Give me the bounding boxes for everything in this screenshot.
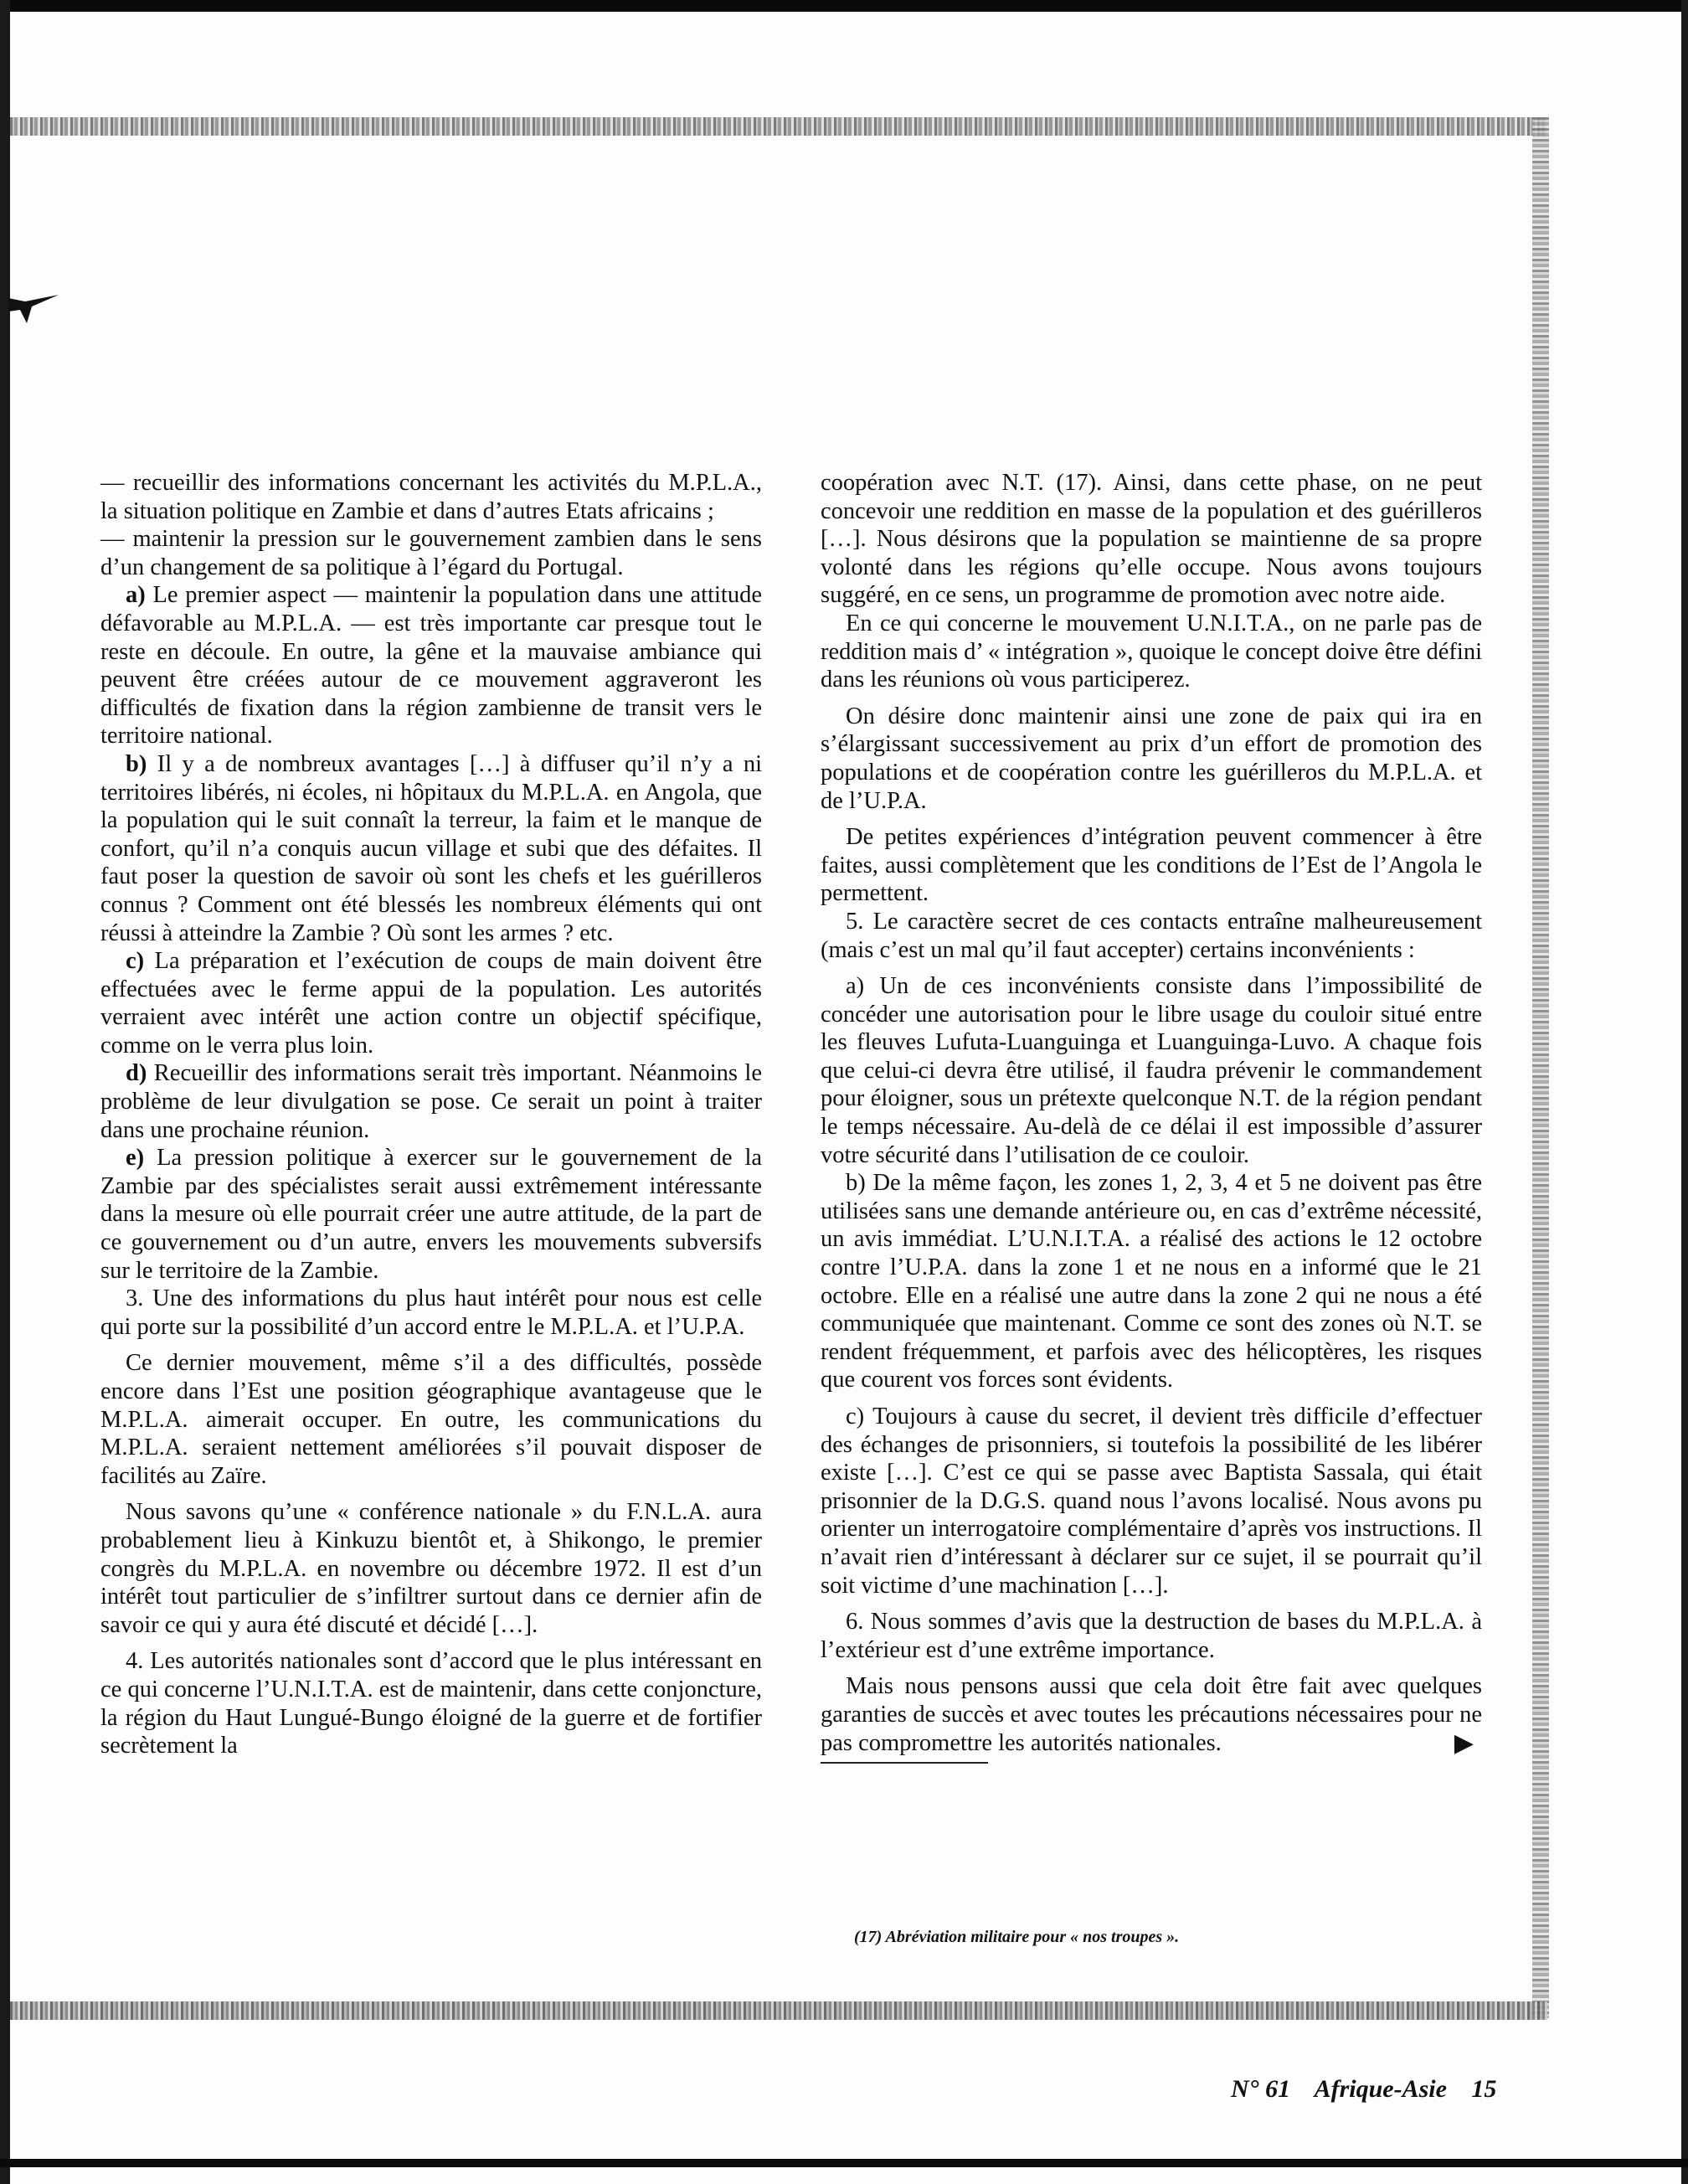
frame-right-rule — [1532, 117, 1549, 2018]
left-para-10: Nous savons qu’une « conférence nationale » du F.N.L.A. aura probablement lieu à Kinkuzu bientôt et, à Shikongo, le premier congrès du M.P.L.A. en novembre ou décembre 1972. Il est d’un intérêt tout particulier de s’infiltrer surtout dans ce dernier afin de savoir ce qui y aura été discuté et décidé […]. — [100, 1499, 762, 1638]
frame-bottom-rule — [10, 2001, 1547, 2020]
continue-arrow-icon: ▶ — [1454, 1728, 1474, 1757]
left-para-8: 3. Une des informations du plus haut intérêt pour nous est celle qui porte sur la possibilité d’un accord entre le M.P.L.A. et l’U.P.A. — [100, 1285, 762, 1340]
left-para-6: d) Recueillir des informations serait très important. Néanmoins le problème de leur divulgation se pose. Ce serait un point à traiter dans une prochaine réunion. — [100, 1060, 762, 1143]
left-column — [100, 469, 762, 1760]
footnote-rule — [821, 1762, 988, 1764]
magazine-name: Afrique-Asie — [1314, 2075, 1447, 2103]
right-para-3: On désire donc maintenir ainsi une zone de paix qui ira en s’élargissant successivement au prix d’un effort de promotion des populations et de coopération contre les guérilleros du M.P.L.A. et de l’U.P.A. — [821, 703, 1482, 814]
right-para-6: a) Un de ces inconvénients consiste dans l’impossibilité de concéder une autorisation pour le libre usage du couloir situé entre les fleuves Lufuta-Luanguinga et Luanguinga-Luvo. A chaque fois que celui-ci devra être utilisé, il faudra prévenir le commandement pour éloigner, sous un prétexte quelconque N.T. de la région pendant le temps nécessaire. Au-delà de ce délai il est impossible d’assurer votre sécurité dans l’utilisation de ce couloir. — [821, 973, 1482, 1168]
left-para-9: Ce dernier mouvement, même s’il a des difficultés, possède encore dans l’Est une position géographique avantageuse que le M.P.L.A. aimerait occuper. En outre, les communications du M.P.L.A. seraient nettement améliorées s’il pouvait disposer de facilités au Zaïre. — [100, 1350, 762, 1489]
issue-number: N° 61 — [1231, 2075, 1291, 2103]
footnote: (17) Abréviation militaire pour « nos troupes ». — [854, 1928, 1180, 1946]
scan-border-left — [0, 0, 10, 2184]
left-para-1: — recueillir des informations concernant les activités du M.P.L.A., la situation politique en Zambie et dans d’autres Etats africains ; — [100, 470, 762, 524]
right-column — [821, 469, 1482, 1764]
page-footer — [1231, 2075, 1566, 2104]
left-para-3: a) Le premier aspect — maintenir la population dans une attitude défavorable au M.P.L.A. — est très importante car presque tout le reste en découle. En outre, la gêne et la mauvaise ambiance qui peuvent être créées autour de ce mouvement aggraveront les difficultés de fixation dans la région zambienne de transit vers le territoire national. — [100, 582, 762, 749]
scan-border-top — [0, 0, 1688, 12]
left-para-2: — maintenir la pression sur le gouvernement zambien dans le sens d’un changement de sa politique à l’égard du Portugal. — [100, 526, 762, 580]
page-number: 15 — [1471, 2075, 1497, 2103]
left-para-7: e) La pression politique à exercer sur le gouvernement de la Zambie par des spécialistes serait aussi extrêmement intéressante dans la mesure où elle pourrait créer une autre attitude, de la part de ce gouvernement ou d’un autre, envers les mouvements subversifs sur le territoire de la Zambie. — [100, 1145, 763, 1284]
right-para-8: c) Toujours à cause du secret, il devient très difficile d’effectuer des échanges de prisonniers, si toutefois la possibilité de les libérer existe […]. C’est ce qui se passe avec Baptista Sassala, qui était prisonnier de la D.G.S. quand nous l’avons localisé. Nous avons pu orienter un interrogatoire complémentaire d’après vos instructions. Il n’avait rien d’intéressant à déclarer sur ce sujet, il se pourrait qu’il soit victime d’une machination […]. — [821, 1404, 1482, 1599]
frame-top-rule — [10, 117, 1547, 136]
right-para-4: De petites expériences d’intégration peuvent commencer à être faites, aussi complètement que les conditions de l’Est de l’Angola le permettent. — [821, 824, 1482, 907]
right-para-10: Mais nous pensons aussi que cela doit être fait avec quelques garanties de succès et avec toutes les précautions nécessaires pour ne pas compromettre les autorités nationales. ▶ — [821, 1673, 1482, 1757]
right-para-5: 5. Le caractère secret de ces contacts entraîne malheureusement (mais c’est un mal qu’il faut accepter) certains inconvénients : — [821, 908, 1482, 963]
left-para-11: 4. Les autorités nationales sont d’accord que le plus intéressant en ce qui concerne l’U.N.I.T.A. est de maintenir, dans cette conjoncture, la région du Haut Lungué-Bungo éloigné de la guerre et de fortifier secrètement la — [100, 1648, 762, 1759]
scan-border-right — [1681, 0, 1688, 2184]
right-para-9: 6. Nous sommes d’avis que la destruction de bases du M.P.L.A. à l’extérieur est d’une extrême importance. — [821, 1609, 1482, 1663]
left-para-5: c) La préparation et l’exécution de coups de main doivent être effectuées avec le ferme appui de la population. Les autorités verraient avec intérêt une action contre un objectif spécifique, comme on le verra plus loin. — [100, 948, 763, 1059]
right-para-7: b) De la même façon, les zones 1, 2, 3, 4 et 5 ne doivent pas être utilisées sans une demande antérieure ou, en cas d’extrême nécessité, un avis immédiat. L’U.N.I.T.A. a réalisé des actions le 12 octobre contre l’U.P.A. dans la zone 1 et ne nous en a informé que le 21 octobre. Elle en a réalisé une autre dans la zone 2 qui ne nous a été communiquée que maintenant. Comme ce sont des zones où N.T. se rendent fréquemment, et parfois avec des hélicoptères, les risques que courent vos forces sont évidents. — [821, 1170, 1482, 1393]
left-para-4: b) Il y a de nombreux avantages […] à diffuser qu’il n’y a ni territoires libérés, ni écoles, ni hôpitaux du M.P.L.A. en Angola, que la population qui le suit connaît la terreur, la faim et le manque de confort, qu’il n’a conquis aucun village et subi que des défaites. Il faut poser la question de savoir où sont les chefs et les guérilleros connus ? Comment ont été blessés les nombreux éléments qui ont réussi à atteindre la Zambie ? Où sont les armes ? etc. — [100, 750, 762, 946]
margin-mark-icon — [8, 295, 67, 323]
right-para-2: En ce qui concerne le mouvement U.N.I.T.A., on ne parle pas de reddition mais d’ « intégration », quoique le concept doive être défini dans les réunions où vous participerez. — [821, 610, 1482, 693]
scan-border-bottom — [0, 2159, 1688, 2167]
right-para-1: coopération avec N.T. (17). Ainsi, dans cette phase, on ne peut concevoir une reddition en masse de la population et des guérilleros […]. Nous désirons que la population se maintienne de sa propre volonté dans les régions qu’elle occupe. Nous avons toujours suggéré, en ce sens, un programme de promotion avec notre aide. — [821, 470, 1482, 609]
